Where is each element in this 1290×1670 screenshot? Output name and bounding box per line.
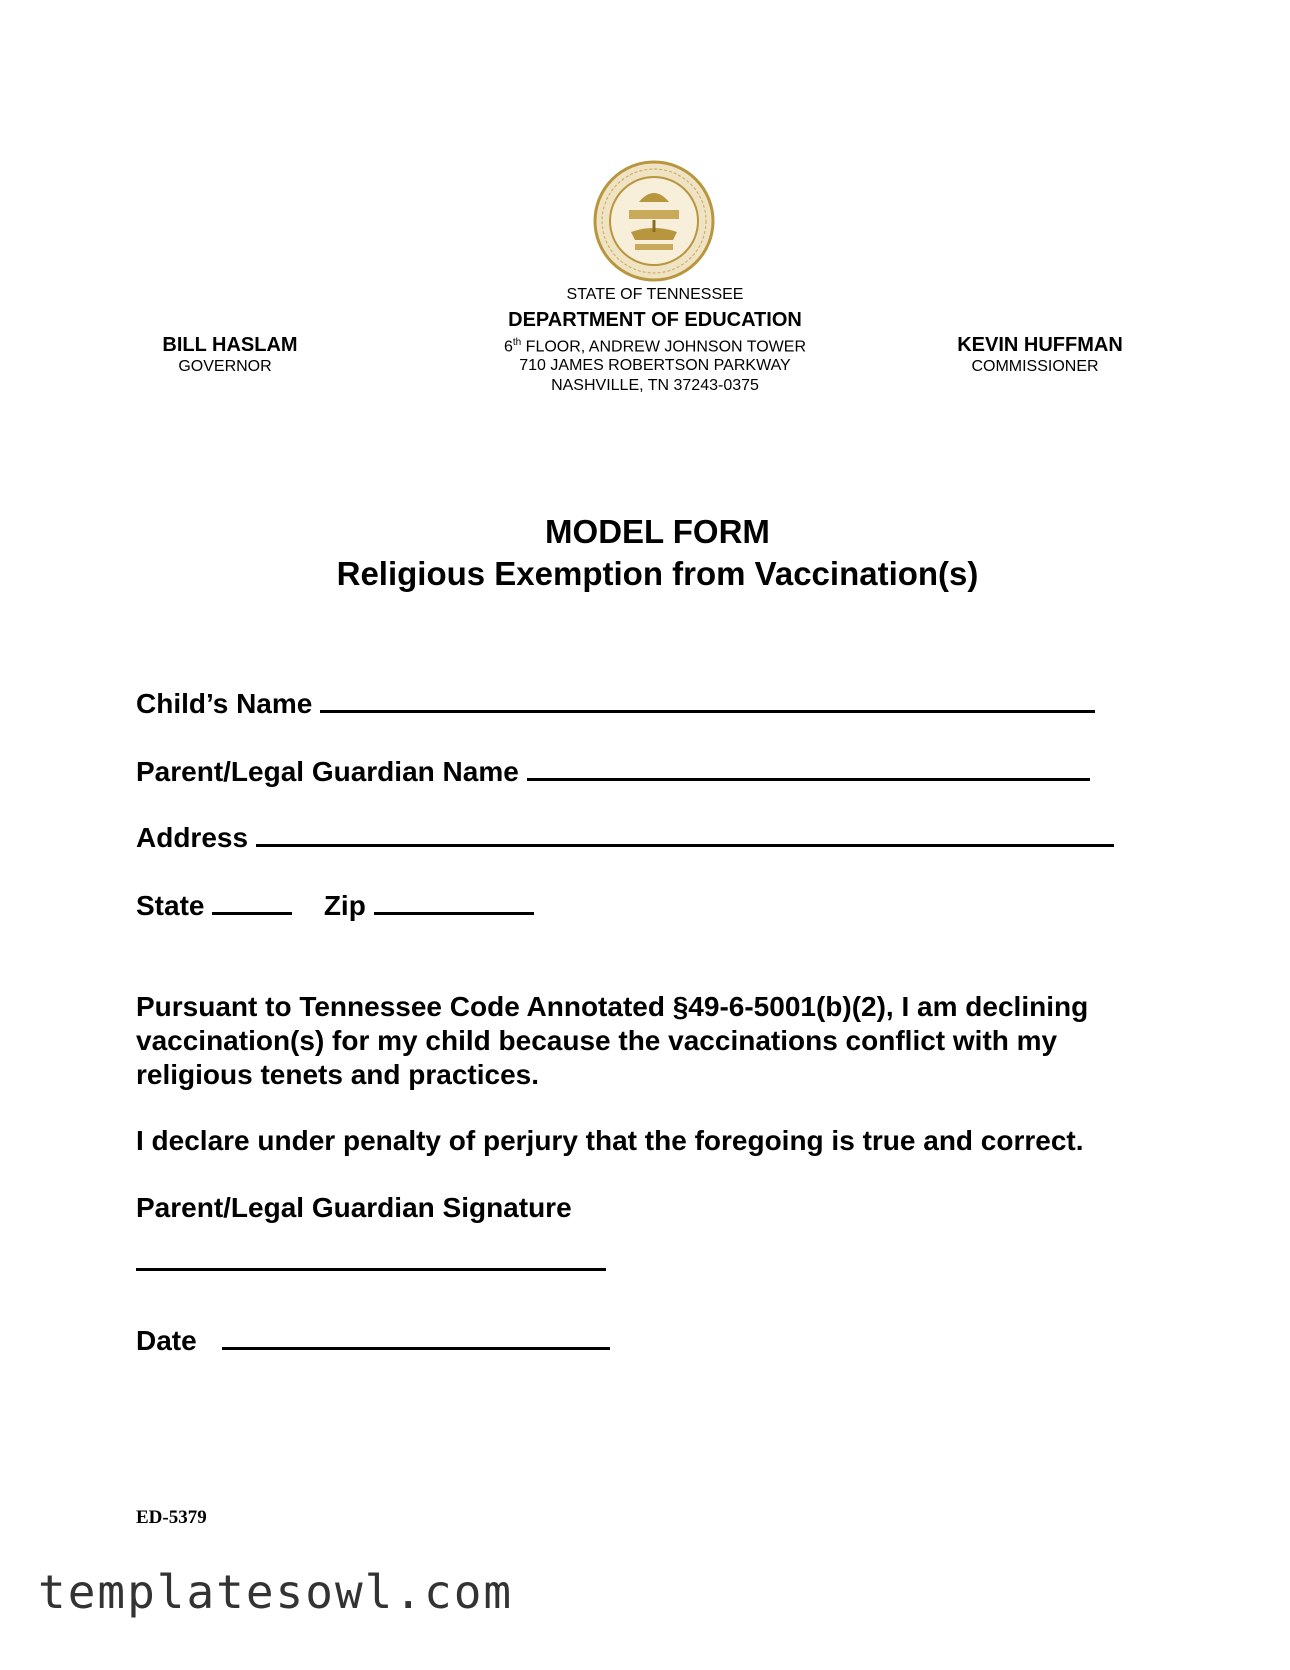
form-title: MODEL FORM [545, 513, 770, 550]
perjury-declaration: I declare under penalty of perjury that the foregoing is true and correct. [136, 1125, 1084, 1156]
state-zip-row [136, 890, 534, 922]
child-name-field[interactable] [320, 688, 1095, 713]
state-field[interactable] [212, 890, 292, 915]
address-street: 710 JAMES ROBERTSON PARKWAY [519, 357, 791, 374]
signature-field[interactable] [136, 1268, 606, 1271]
state-label: State [136, 890, 205, 921]
guardian-name-field[interactable] [527, 756, 1090, 781]
guardian-name-row [136, 756, 1090, 788]
governor-name: BILL HASLAM [162, 334, 298, 356]
zip-field[interactable] [374, 890, 534, 915]
address-field[interactable] [256, 822, 1114, 847]
child-name-label: Child’s Name [136, 688, 313, 719]
date-field[interactable] [222, 1325, 610, 1350]
commissioner-name: KEVIN HUFFMAN [957, 334, 1123, 356]
date-row [136, 1325, 610, 1357]
signature-label: Parent/Legal Guardian Signature [136, 1192, 572, 1223]
watermark: templatesowl.com [38, 1565, 514, 1619]
child-name-row [136, 688, 1095, 720]
exemption-statement: Pursuant to Tennessee Code Annotated §49-6-5001(b)(2), I am declining vaccination(s) for my child because the vaccinations conflict with my religious tenets and practices. [136, 991, 1089, 1090]
governor-title: GOVERNOR [178, 358, 272, 375]
guardian-name-label: Parent/Legal Guardian Name [136, 756, 519, 787]
form-number: ED-5379 [136, 1507, 207, 1528]
tennessee-state-seal [593, 160, 715, 282]
address-row [136, 822, 1114, 854]
address-label: Address [136, 822, 249, 853]
address-floor: 6th FLOOR, ANDREW JOHNSON TOWER [503, 337, 806, 356]
address-city: NASHVILLE, TN 37243-0375 [551, 377, 759, 394]
zip-label: Zip [323, 890, 366, 921]
form-subtitle: Religious Exemption from Vaccination(s) [336, 555, 979, 592]
date-label: Date [136, 1325, 197, 1356]
commissioner-title: COMMISSIONER [971, 358, 1099, 375]
state-name: STATE OF TENNESSEE [566, 286, 744, 303]
department-name: DEPARTMENT OF EDUCATION [508, 309, 802, 331]
